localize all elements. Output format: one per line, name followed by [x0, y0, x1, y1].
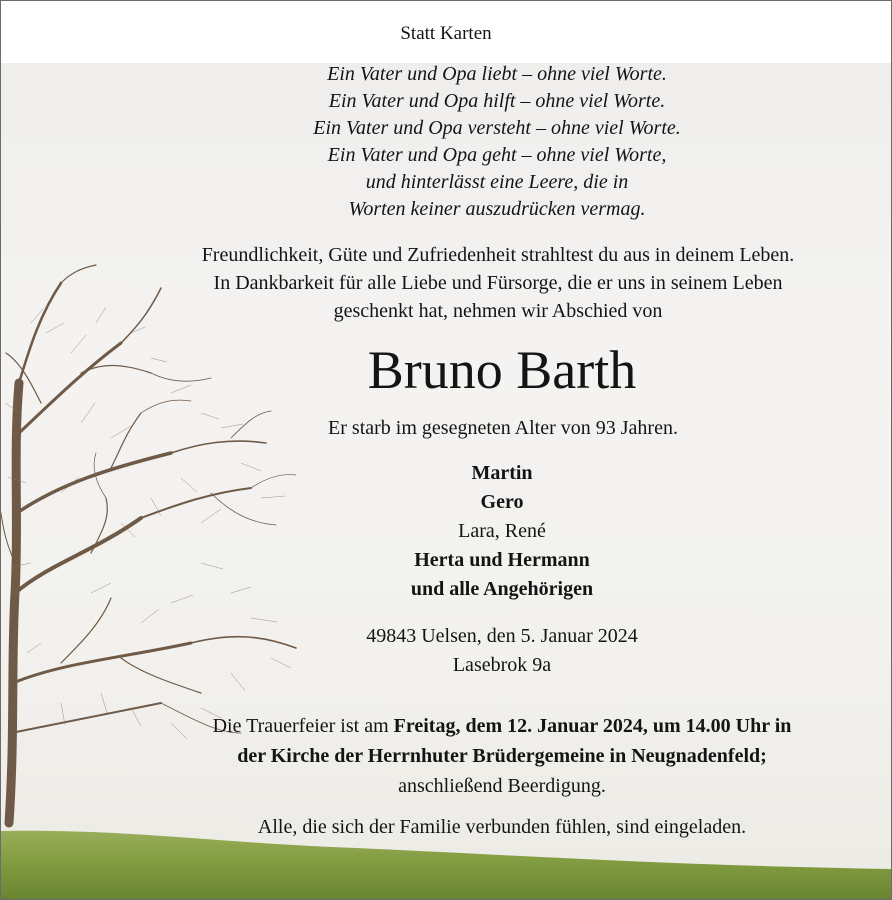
service-location: der Kirche der Herrnhuter Brüdergemeine in Neugnadenfeld; [237, 745, 767, 767]
intro-text [53, 241, 892, 325]
funeral-service-info [57, 711, 892, 801]
family-member: und alle Angehörigen [410, 578, 594, 600]
intro-line: In Dankbarkeit für alle Liebe und Fürsorge, die er uns in seinem Leben [213, 272, 783, 294]
address-block [57, 622, 892, 680]
street-address: Lasebrok 9a [452, 654, 552, 676]
service-date-time: Freitag, dem 12. Januar 2024, um 14.00 Uhr in [393, 715, 792, 737]
age-line: Er starb im gesegneten Alter von 93 Jahren. [328, 417, 678, 439]
invitation-text: Alle, die sich der Familie verbunden fühlen, sind eingeladen. [257, 816, 747, 838]
service-after: anschließend Beerdigung. [398, 775, 606, 797]
city-date: 49843 Uelsen, den 5. Januar 2024 [366, 625, 638, 647]
poem-line: Ein Vater und Opa liebt – ohne viel Worte. [327, 63, 667, 85]
poem-line: Ein Vater und Opa geht – ohne viel Worte, [327, 144, 667, 166]
intro-line: Freundlichkeit, Güte und Zufriedenheit strahltest du aus in deinem Leben. [201, 244, 795, 266]
family-member: Gero [480, 491, 524, 513]
poem-line: Ein Vater und Opa versteht – ohne viel Worte. [313, 117, 681, 139]
poem-line: und hinterlässt eine Leere, die in [365, 171, 629, 193]
poem [52, 61, 892, 223]
deceased-name: Bruno Barth [367, 340, 637, 400]
family-member: Herta und Hermann [414, 549, 590, 571]
header-label: Statt Karten [400, 23, 492, 44]
intro-line: geschenkt hat, nehmen wir Abschied von [333, 300, 663, 322]
family-list [57, 459, 892, 604]
poem-line: Ein Vater und Opa hilft – ohne viel Worte. [328, 90, 666, 112]
family-member: Martin [471, 462, 533, 484]
service-line-2 [57, 741, 892, 771]
family-member: Lara, René [458, 520, 546, 542]
service-prefix: Die Trauerfeier ist am [212, 715, 394, 737]
poem-line: Worten keiner auszudrücken vermag. [348, 198, 646, 220]
service-line-1 [57, 711, 892, 741]
